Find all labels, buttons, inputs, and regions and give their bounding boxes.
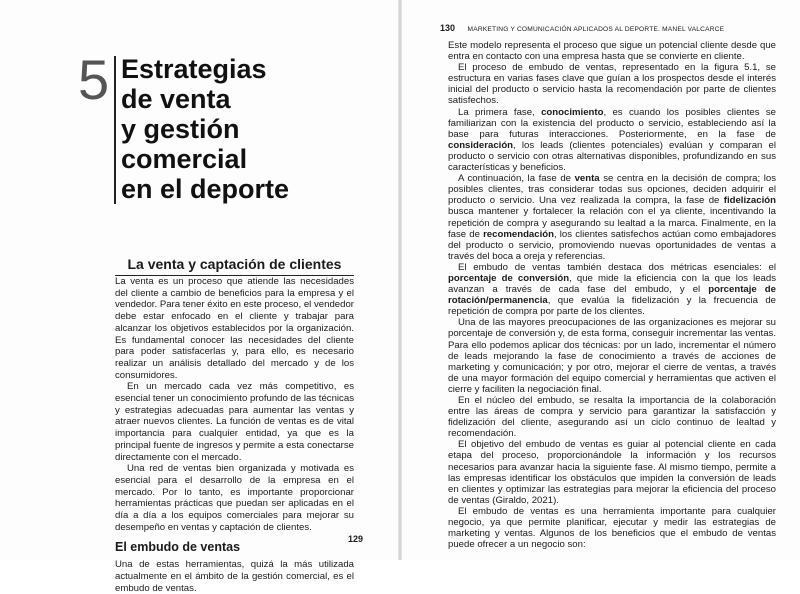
text-run: El embudo de ventas también destaca dos métricas esenciales: el [458, 261, 776, 273]
running-title: MARKETING Y COMUNICACIÓN APLICADOS AL DEPORTE. MANEL VALCARCE [467, 26, 725, 33]
paragraph [448, 173, 776, 262]
chapter-title-line: en el deporte [121, 174, 290, 204]
subsection-heading: El embudo de ventas [115, 540, 241, 555]
chapter-title-line: Estrategias [121, 54, 267, 84]
paragraph [448, 107, 776, 174]
key-term: consideración [448, 139, 514, 151]
right-body-text [448, 40, 776, 550]
running-header [440, 23, 724, 33]
paragraph: El objetivo del embudo de ventas es guiar al potencial cliente en cada etapa del proceso, proporcionándole la información y los recursos necesarios para avanzar hacia la siguiente fase. Al mismo tiempo, permite a las empresas identificar los obstáculos que impiden la conversión de leads en clientes y optimizar las estrategias para mejorar la eficiencia del proceso de ventas (Giraldo, 2021). [448, 439, 776, 506]
section-heading: La venta y captación de clientes [115, 256, 354, 276]
paragraph: Una de estas herramientas, quizá la más utilizada actualmente en el ámbito de la gestión comercial, es el embudo de ventas. [115, 559, 354, 594]
text-run: , es cuando los posibles clientes se familiarizan con la existencia del producto o servicio, estableciendo así la base para futuras interacciones. Posteriormente, en la fase de [448, 106, 776, 140]
key-term: fidelización [723, 195, 776, 207]
key-term: recomendación [483, 228, 554, 240]
key-term: porcentaje de rotación/permanencia [448, 284, 776, 307]
paragraph [448, 262, 776, 317]
text-run: , los clientes satisfechos actúan como embajadores del producto o servicio, promoviendo nuevas oportunidades de ventas a través del boca a oreja y referencias. [448, 228, 776, 262]
text-run: La primera fase, [458, 106, 542, 118]
text-run: , que mide la eficiencia con la que los leads avanzan a través de cada fase del embudo, y el [448, 272, 777, 296]
paragraph: Este modelo representa el proceso que sigue un potencial cliente desde que entra en contacto con una empresa hasta que se convierte en cliente. [448, 40, 776, 63]
key-term: porcentaje de conversión [448, 272, 570, 284]
paragraph: La venta es un proceso que atiende las necesidades del cliente a cambio de beneficios para la empresa y el vendedor. Para tener éxito en este proceso, el vendedor debe estar enfocado en el cliente y trabajar para alcanzar los objetivos establecidos por la organización. Es fundamental conocer las necesidades del cliente para poder satisfacerlas y, para ello, es necesario realizar un análisis detallado del mercado y de los consumidores. [115, 276, 354, 381]
page-number-right: 130 [440, 23, 456, 33]
paragraph: Una red de ventas bien organizada y motivada es esencial para el desarrollo de la empresa en el mercado. Por lo tanto, es importante proporcionar herramientas prácticas que puedan ser aplicadas en el día a día a los equipos comerciales para mejorar su desempeño en ventas y captación de clientes. [115, 463, 354, 533]
paragraph: Una de las mayores preocupaciones de las organizaciones es mejorar su porcentaje de conversión y, de esta forma, conseguir incrementar las ventas. Para ello podemos aplicar dos técnicas: por un lado, incrementar el número de leads mejorando la fase de conocimiento a través de acciones de marketing y comunicación; y por otro, mejorar el cierre de ventas, a través de una mayor formación del equipo comercial y herramientas que activen el cierre y faciliten la negociación final. [448, 317, 776, 395]
text-run: , que evalúa la fidelización y la frecuencia de repetición de compra por parte de los clientes. [448, 295, 776, 318]
chapter-title-line: y gestión [121, 114, 240, 144]
chapter-divider [114, 56, 116, 204]
chapter-number: 5 [78, 48, 110, 111]
text-run: , los leads (clientes potenciales) evalúan y comparan el producto o servicio con otras alternativas disponibles, profundizando en sus características y beneficios. [448, 139, 776, 174]
left-body-text [115, 276, 354, 594]
page-number-left: 129 [348, 534, 364, 544]
chapter-title [121, 54, 351, 204]
chapter-title-line: comercial [121, 144, 248, 174]
chapter-title-line: de venta [121, 84, 231, 114]
paragraph: En el núcleo del embudo, se resalta la importancia de la colaboración entre las áreas de compra y servicio para garantizar la satisfacción y fidelización del cliente, asegurando así un ciclo continuo de lealtad y recomendación. [448, 395, 776, 440]
paragraph: El proceso de embudo de ventas, representado en la figura 5.1, se estructura en varias fases clave que guían a los prospectos desde el interés inicial del producto o servicio hasta la recomendación por parte de clientes satisfechos. [448, 62, 776, 107]
book-gutter [398, 0, 402, 560]
paragraph: El embudo de ventas es una herramienta importante para cualquier negocio, ya que permite planificar, ejecutar y medir las estrategias de marketing y ventas. Algunos de los beneficios que el embudo de ventas puede ofrecer a un negocio son: [448, 505, 776, 551]
key-term: conocimiento [541, 106, 604, 118]
text-run: busca mantener y fortalecer la relación con el ya cliente, incentivando la repetición de compra y asegurando su lealtad a la marca. Finalmente, en la fase de [448, 206, 776, 240]
key-term: venta [574, 173, 600, 185]
text-run: A continuación, la fase de [458, 173, 575, 185]
paragraph: En un mercado cada vez más competitivo, es esencial tener un conocimiento profundo de las técnicas y estrategias adecuadas para aumentar las ventas y atraer nuevos clientes. La función de ventas es de vital importancia para cualquier entidad, ya que es la principal fuente de ingresos y permite a esta conectarse directamente con el mercado. [115, 381, 354, 463]
text-run: se centra en la decisión de compra; los posibles clientes, tras considerar todas sus opciones, deciden adquirir el producto o servicio. Una vez realizada la compra, la fase de [448, 173, 776, 207]
